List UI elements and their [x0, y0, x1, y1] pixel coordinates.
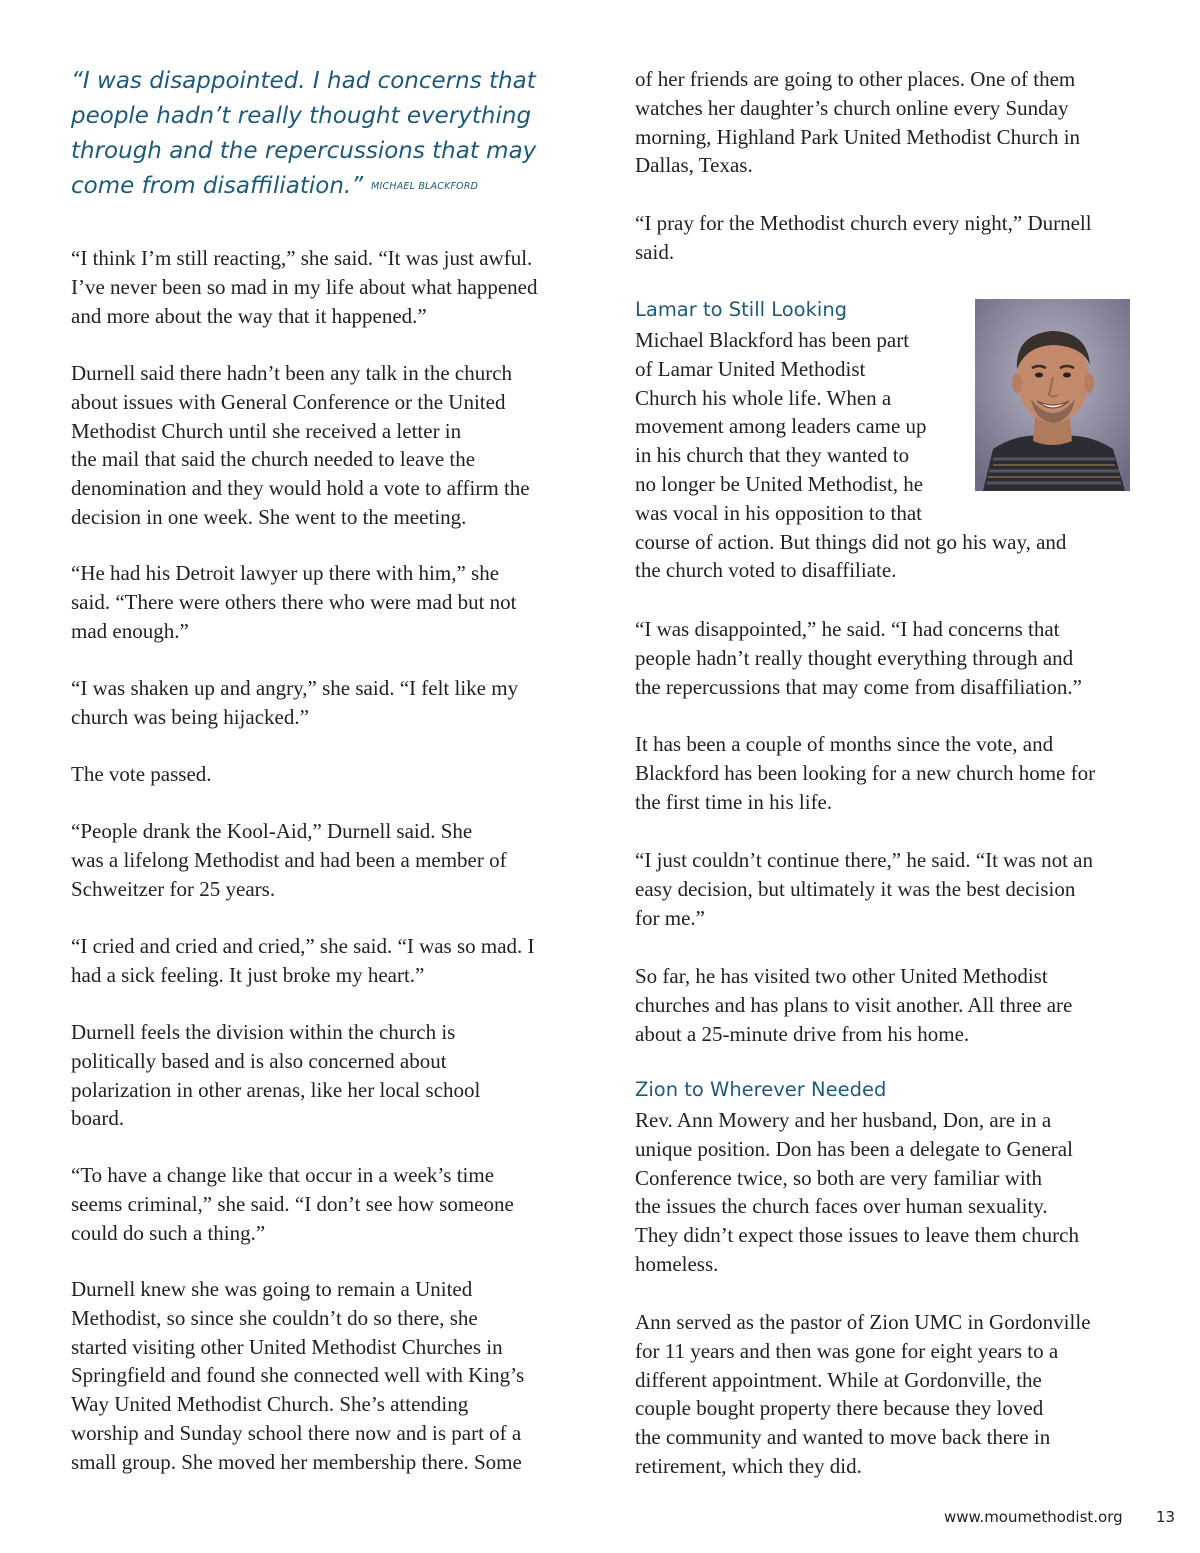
pull-quote-line: people hadn’t really thought everything	[71, 103, 532, 129]
footer-website-link[interactable]: www.moumethodist.org	[944, 1508, 1123, 1526]
paragraph: “I was disappointed,” he said. “I had concerns that people hadn’t really thought everything through and the repercussions that may come from disaffiliation.”	[635, 617, 1082, 699]
paragraph: Rev. Ann Mowery and her husband, Don, are in a unique position. Don has been a delegate to General Conference twice, so both are very familiar with the issues the church faces over human sexuality. They didn’t expect those issues to leave them church homeless.	[635, 1108, 1079, 1276]
pull-quote-line: come from disaffiliation.” MICHAEL BLACKFORD	[71, 173, 479, 199]
paragraph: “I think I’m still reacting,” she said. “It was just awful. I’ve never been so mad in my life about what happened and more about the way that it happened.”	[71, 246, 538, 328]
paragraph: “I cried and cried and cried,” she said. “I was so mad. I had a sick feeling. It just broke my heart.”	[71, 934, 535, 987]
paragraph: “People drank the Kool-Aid,” Durnell said. She was a lifelong Methodist and had been a member of Schweitzer for 25 years.	[71, 819, 507, 901]
paragraph: Ann served as the pastor of Zion UMC in Gordonville for 11 years and then was gone for eight years to a different appointment. While at Gordonville, the couple bought property there because they loved the community and wanted to move back there in retirement, which they did.	[635, 1310, 1091, 1478]
paragraph: Durnell knew she was going to remain a United Methodist, so since she couldn’t do so there, she started visiting other United Methodist Churches in Springfield and found she connected well with King’s Way United Methodist Church. She’s attending worship and Sunday school there now and is part of a small group. She moved her membership there. Some	[71, 1277, 525, 1474]
paragraph: “To have a change like that occur in a week’s time seems criminal,” she said. “I don’t see how someone could do such a thing.”	[71, 1163, 514, 1245]
pull-quote-attribution: MICHAEL BLACKFORD	[371, 181, 479, 192]
paragraph: It has been a couple of months since the vote, and Blackford has been looking for a new church home for the first time in his life.	[635, 732, 1096, 814]
paragraph: of her friends are going to other places. One of them watches her daughter’s church online every Sunday morning, Highland Park United Methodist Church in Dallas, Texas.	[635, 67, 1081, 178]
paragraph: Durnell said there hadn’t been any talk in the church about issues with General Conference or the United Methodist Church until she received a letter in the mail that said the church needed to leave the denomination and they would hold a vote to affirm the decision in one week. She went to the meeting.	[71, 361, 530, 529]
pull-quote	[71, 64, 551, 204]
paragraph: So far, he has visited two other United Methodist churches and has plans to visit another. All three are about a 25-minute drive from his home.	[635, 964, 1073, 1046]
paragraph: “I pray for the Methodist church every night,” Durnell said.	[635, 211, 1092, 264]
section-heading-zion: Zion to Wherever Needed	[635, 1078, 887, 1101]
section-heading-lamar: Lamar to Still Looking	[635, 298, 848, 321]
pull-quote-line: “I was disappointed. I had concerns that	[71, 68, 536, 94]
paragraph: The vote passed.	[71, 762, 212, 786]
paragraph: “He had his Detroit lawyer up there with him,” she said. “There were others there who were mad but not mad enough.”	[71, 561, 517, 643]
paragraph: “I was shaken up and angry,” she said. “I felt like my church was being hijacked.”	[71, 676, 519, 729]
paragraph: Michael Blackford has been part of Lamar United Methodist Church his whole life. When a movement among leaders came up in his church that they wanted to no longer be United Methodist, he was vocal in his opposition to that course of action. But things did not go his way, and the church voted to disaffiliate.	[635, 328, 1067, 583]
paragraph: Durnell feels the division within the church is politically based and is also concerned about polarization in other arenas, like her local school board.	[71, 1020, 481, 1131]
pull-quote-line: through and the repercussions that may	[71, 138, 537, 164]
page-number: 13	[1156, 1508, 1176, 1526]
paragraph: “I just couldn’t continue there,” he said. “It was not an easy decision, but ultimately it was the best decision for me.”	[635, 848, 1093, 930]
